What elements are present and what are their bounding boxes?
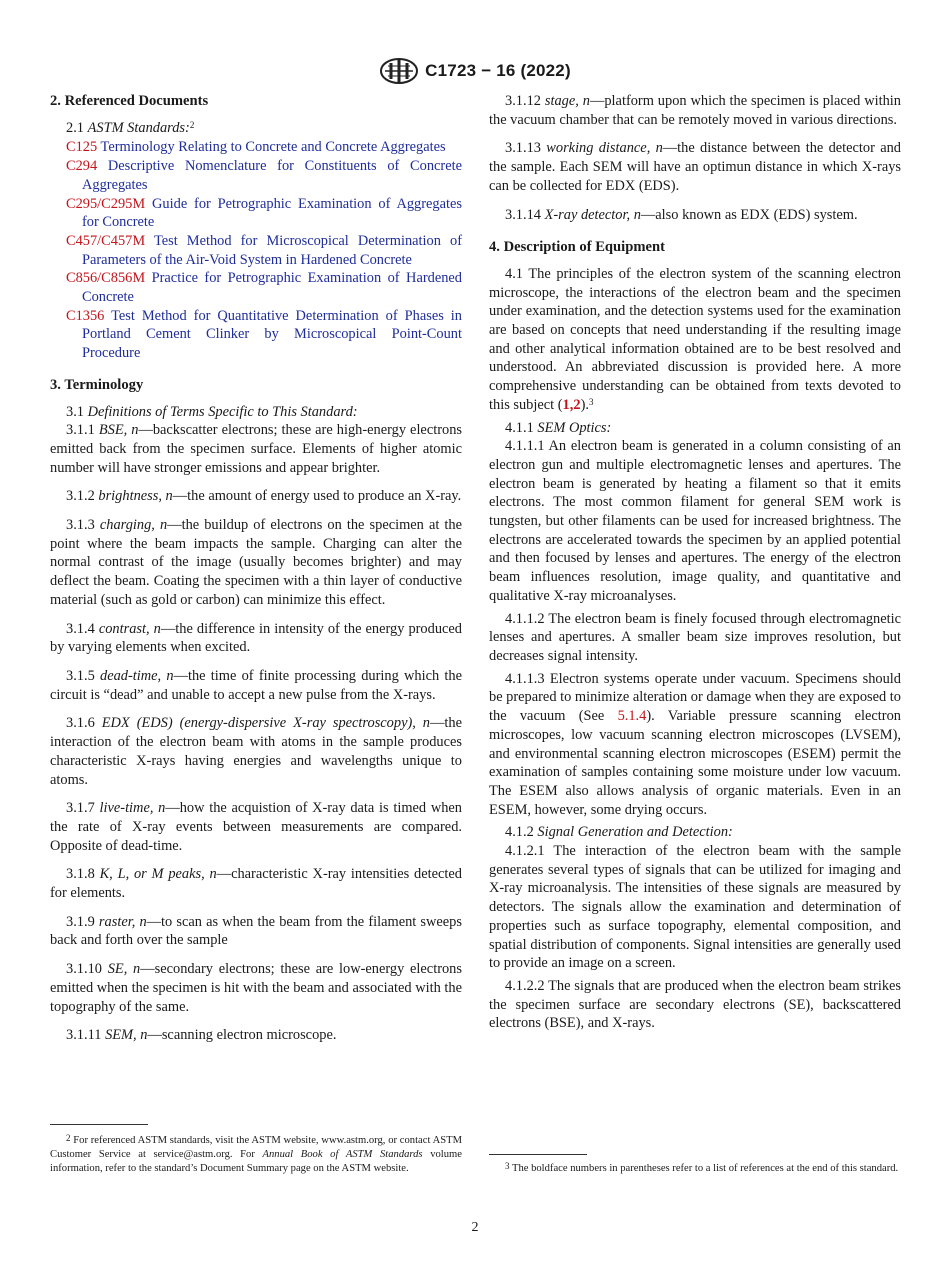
page-number: 2: [471, 1220, 479, 1235]
term-3-1-7: 3.1.7 live-time, n—how the acquistion of X-ray data is timed when the rate of X-ray events between measurements are compared. Opposite of dead-time.: [50, 800, 462, 854]
footnote-2: $^2$ For referenced ASTM standards, visit the ASTM website, www.astm.org, or contact ASTM Customer Service at service@astm.org. For Annual Book of ASTM Standards volume information, refer to the standard’s Document Summary page on the ASTM website.: [50, 1133, 462, 1174]
ref-item-c856[interactable]: C856/C856M Practice for Petrographic Examination of Hardened Concrete: [66, 270, 462, 306]
ref-item-c457[interactable]: C457/C457M Test Method for Microscopical Determination of Parameters of the Air-Void System in Hardened Concrete: [66, 232, 462, 268]
term-3-1-4: 3.1.4 contrast, n—the difference in intensity of the energy produced by varying elements when excited.: [50, 620, 462, 656]
term-3-1-3: 3.1.3 charging, n—the buildup of electrons on the specimen at the point where the beam impacts the sample. Charging can alter the normal contrast of the image (usually becomes brighter) and may deflect the beam. Coating the specimen with a thin layer of conductive material (such as gold or carbon) can minimize this effect.: [50, 517, 462, 608]
para-2-1: 2.1 ASTM Standards:$^2$: [66, 119, 195, 136]
para-4-1-2-2: 4.1.2.2 The signals that are produced when the electron beam strikes the specimen surface are secondary electrons (SE), backscattered electrons (BSE), and X-rays.: [489, 977, 901, 1032]
ref-item-c1356[interactable]: C1356 Test Method for Quantitative Determination of Phases in Portland Cement Clinker by Microscopical Point-Count Procedure: [66, 307, 462, 362]
term-3-1-9: 3.1.9 raster, n—to scan as when the beam from the filament sweeps back and forth over the sample: [50, 913, 462, 949]
section-link-5-1-4[interactable]: 5.1.4: [617, 708, 647, 725]
standard-designation: C1723 − 16 (2022): [425, 61, 571, 80]
term-3-1-1: 3.1.1 BSE, n—backscatter electrons; these are high-energy electrons emitted back from the specimen surface. Elements of higher atomic number will have stronger emissions and appear brighter.: [50, 422, 462, 476]
footnote-ref-2[interactable]: 2: [189, 119, 195, 130]
reference-link-2[interactable]: 2: [573, 396, 581, 413]
section-4-heading: 4. Description of Equipment: [489, 239, 665, 256]
term-3-1-2: 3.1.2 brightness, n—the amount of energy used to produce an X-ray.: [66, 488, 462, 505]
footnote-divider-right: [489, 1154, 587, 1155]
referenced-documents-list: [50, 138, 462, 362]
footnote-divider-left: [50, 1124, 148, 1125]
para-4-1: 4.1 The principles of the electron system of the scanning electron microscope, the interactions of the electron beam and the specimen under examination, and the detection systems used for the examination are based on concepts that need understanding if the resulting image and other analytical information obtained are to be best resolved and understood. An abbreviated discussion is provided here. A more comprehensive understanding can be obtained from texts devoted to this subject (1,2).$^3$: [489, 265, 901, 413]
left-column: [50, 92, 462, 1055]
para-4-1-2-1: 4.1.2.1 The interaction of the electron beam with the sample generates several types of signals that can be utilized for imaging and X-ray microanalysis. The intensities of these signals are measured by detectors. The signals allow the examination and determination of properties such as surface topography, elemental composition, and spatial distribution of components. Signal intensities are generally used to provide an image on a screen.: [489, 843, 901, 972]
para-3-1: 3.1 Definitions of Terms Specific to This Standard:: [66, 403, 358, 420]
footnote-3: $^3$ The boldface numbers in parentheses refer to a list of references at the end of this standard.: [505, 1161, 899, 1174]
section-3-heading: 3. Terminology: [50, 376, 144, 393]
astm-logo-icon: [379, 57, 419, 85]
para-4-1-1-3: 4.1.1.3 Electron systems operate under vacuum. Specimens should be prepared to minimize alteration or damage when they are exposed to the vacuum (See 5.1.4). Variable pressure scanning electron microscopes, low vacuum scanning electron microscopes (LVSEM), and environmental scanning electron microscopes (ESEM) permit the examination of samples containing some moisture under low vacuum. The ESEM also allows analysis of organic materials. Even in an ESEM, however, some drying occurs.: [489, 670, 901, 818]
term-3-1-5: 3.1.5 dead-time, n—the time of finite processing during which the circuit is “dead” and unable to accept a new pulse from the X-rays.: [50, 667, 462, 703]
term-3-1-8: 3.1.8 K, L, or M peaks, n—characteristic X-ray intensities detected for elements.: [50, 866, 462, 902]
para-4-1-2: 4.1.2 Signal Generation and Detection:: [505, 824, 733, 841]
term-3-1-10: 3.1.10 SE, n—secondary electrons; these are low-energy electrons emitted when the specimen is hit with the beam and associated with the topography of the same.: [50, 961, 462, 1015]
term-3-1-13: 3.1.13 working distance, n—the distance between the detector and the sample. Each SEM will have an optimun distance in which X-rays can be collected for EDX (EDS).: [489, 140, 901, 194]
term-3-1-11: 3.1.11 SEM, n—scanning electron microscope.: [66, 1027, 337, 1044]
right-column: [489, 92, 901, 1037]
ref-item-c295[interactable]: C295/C295M Guide for Petrographic Examination of Aggregates for Concrete: [66, 195, 462, 231]
term-3-1-14: 3.1.14 X-ray detector, n—also known as EDX (EDS) system.: [505, 206, 858, 223]
ref-item-c294[interactable]: C294 Descriptive Nomenclature for Constituents of Concrete Aggregates: [66, 158, 462, 193]
para-4-1-1: 4.1.1 SEM Optics:: [505, 419, 612, 436]
para-4-1-1-1: 4.1.1.1 An electron beam is generated in a column consisting of an electron gun and multiple electromagnetic lenses and apertures. The electron beam is generated by heating a filament so that it emits electrons. The most common filament for general SEM work is tungsten, but other filaments can be used for increased brightness. The electrons are accelerated towards the specimen by an applied potential and then focused by lenses and apertures. The energy of the electron beam influences resolution, image quality, and quantitative and qualitative X-ray microanalyses.: [489, 438, 901, 604]
ref-item-c125[interactable]: C125 Terminology Relating to Concrete and Concrete Aggregates: [66, 139, 446, 156]
section-2-heading: 2. Referenced Documents: [50, 93, 209, 109]
footnote-ref-3[interactable]: 3: [588, 396, 594, 407]
term-3-1-12: 3.1.12 stage, n—platform upon which the specimen is placed within the vacuum chamber that can be remotely moved in various directions.: [489, 93, 901, 128]
reference-link-1[interactable]: 1: [562, 396, 570, 413]
para-4-1-1-2: 4.1.1.2 The electron beam is finely focused through electromagnetic lenses and apertures. A smaller beam size improves resolution, but decreases signal intensity.: [489, 610, 902, 664]
term-3-1-6: 3.1.6 EDX (EDS) (energy-dispersive X-ray spectroscopy), n—the interaction of the electron beam with atoms in the sample produces characteristic X-rays having energies and wavelengths unique to atoms.: [50, 715, 462, 788]
page-header: [0, 56, 950, 86]
